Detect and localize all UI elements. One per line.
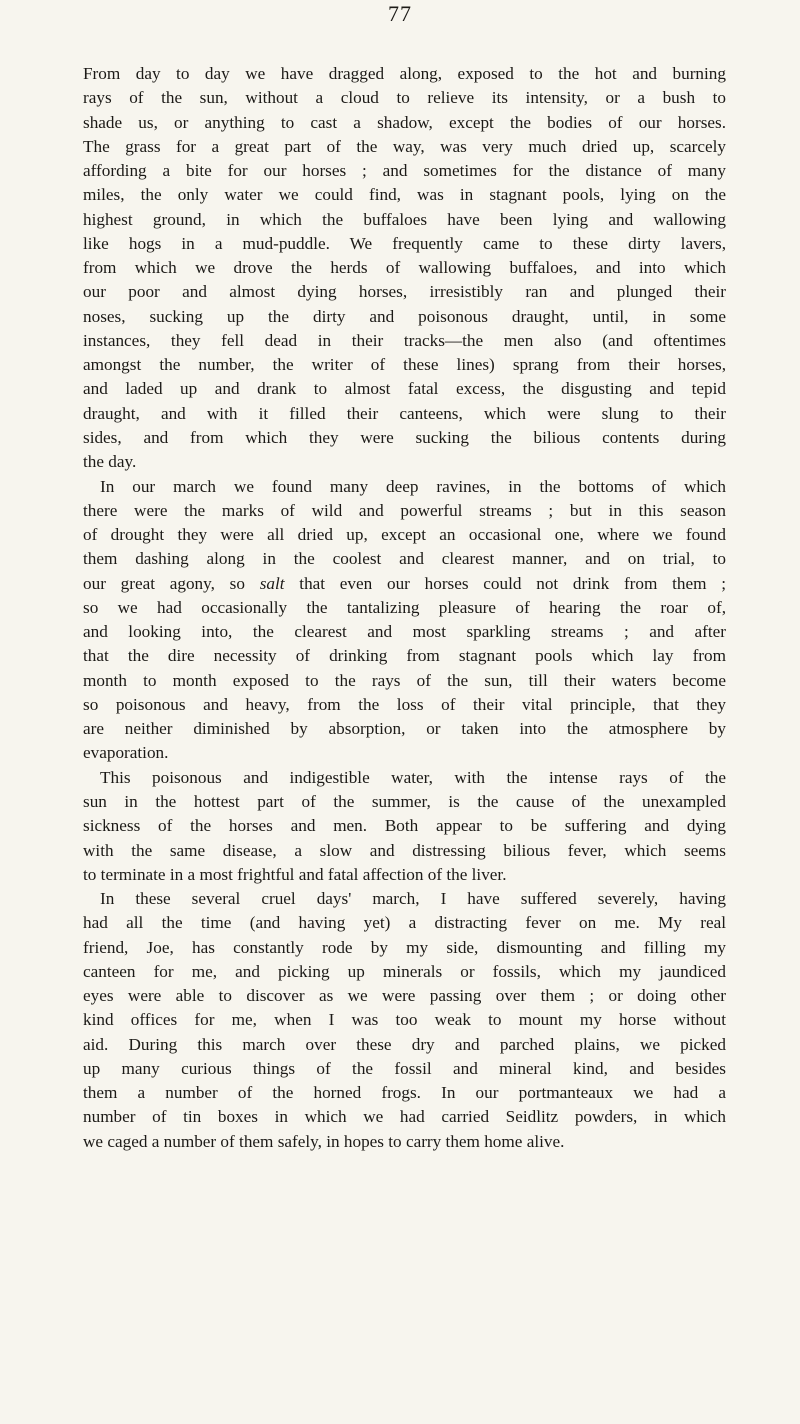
text-line: so we had occasionally the tantalizing pleasure of hearing the roar of, (83, 597, 726, 617)
text-line: from which we drove the herds of wallowing buffaloes, and into which (83, 258, 726, 278)
text-line: instances, they fell dead in their tracks—the men also (and oftentimes (83, 330, 726, 350)
page-number: 77 (388, 1, 412, 26)
text-line: kind offices for me, when I was too weak to mount my horse without (83, 1010, 726, 1030)
text-line: canteen for me, and picking up minerals or fossils, which my jaundiced (83, 961, 726, 981)
text-segment: that even our horses could not drink from them ; (284, 573, 726, 593)
text-line: we caged a number of them safely, in hopes to carry them home alive. (83, 1131, 565, 1151)
emphasized-word: salt (259, 573, 285, 593)
text-line: number of tin boxes in which we had carried Seidlitz powders, in which (83, 1107, 726, 1127)
text-line: our poor and almost dying horses, irresistibly ran and plunged their (83, 282, 726, 302)
text-line: to terminate in a most frightful and fatal affection of the liver. (83, 864, 507, 884)
text-line: draught, and with it filled their canteens, which were slung to their (83, 403, 726, 423)
text-line: and laded up and drank to almost fatal excess, the disgusting and tepid (83, 379, 726, 399)
text-line: the day. (83, 452, 137, 472)
text-line: noses, sucking up the dirty and poisonous draught, until, in some (83, 306, 726, 326)
text-line-with-emphasis (83, 572, 726, 596)
text-line: sides, and from which they were sucking the bilious contents during (83, 427, 726, 447)
text-line: This poisonous and indigestible water, with the intense rays of the (100, 767, 726, 787)
text-line: sun in the hottest part of the summer, is the cause of the unexampled (83, 791, 726, 811)
text-line: them dashing along in the coolest and clearest manner, and on trial, to (83, 549, 726, 569)
text-line: eyes were able to discover as we were passing over them ; or doing other (83, 986, 726, 1006)
text-line: that the dire necessity of drinking from stagnant pools which lay from (83, 646, 726, 666)
body-text (83, 62, 726, 1154)
text-line: rays of the sun, without a cloud to relieve its intensity, or a bush to (83, 88, 726, 108)
text-line: of drought they were all dried up, except an occasional one, where we found (83, 525, 726, 545)
text-line: affording a bite for our horses ; and sometimes for the distance of many (83, 161, 726, 181)
text-line: had all the time (and having yet) a distracting fever on me. My real (83, 913, 726, 933)
text-line: with the same disease, a slow and distressing bilious fever, which seems (83, 840, 726, 860)
text-line: shade us, or anything to cast a shadow, except the bodies of our horses. (83, 112, 726, 132)
text-line: evaporation. (83, 743, 169, 763)
text-line: like hogs in a mud-puddle. We frequently came to these dirty lavers, (83, 233, 726, 253)
text-line: highest ground, in which the buffaloes have been lying and wallowing (83, 209, 726, 229)
text-line: there were the marks of wild and powerful streams ; but in this season (83, 500, 726, 520)
text-segment: our great agony, so (83, 573, 260, 593)
text-line: From day to day we have dragged along, exposed to the hot and burning (83, 64, 726, 83)
text-line: sickness of the horses and men. Both appear to be suffering and dying (83, 816, 726, 836)
text-line: aid. During this march over these dry and parched plains, we picked (83, 1034, 726, 1054)
text-line: up many curious things of the fossil and mineral kind, and besides (83, 1058, 726, 1078)
text-line: so poisonous and heavy, from the loss of their vital principle, that they (83, 694, 726, 714)
text-line: friend, Joe, has constantly rode by my side, dismounting and filling my (83, 937, 726, 957)
text-line: The grass for a great part of the way, was very much dried up, scarcely (83, 136, 726, 156)
text-line: month to month exposed to the rays of the sun, till their waters become (83, 670, 726, 690)
text-line: In our march we found many deep ravines, in the bottoms of which (100, 476, 726, 496)
text-line: are neither diminished by absorption, or taken into the atmosphere by (83, 719, 726, 739)
text-line: and looking into, the clearest and most sparkling streams ; and after (83, 622, 726, 642)
text-line: amongst the number, the writer of these lines) sprang from their horses, (83, 355, 726, 375)
text-line: In these several cruel days' march, I have suffered severely, having (100, 889, 726, 909)
text-line: miles, the only water we could find, was in stagnant pools, lying on the (83, 185, 726, 205)
text-line: them a number of the horned frogs. In our portmanteaux we had a (83, 1083, 726, 1103)
